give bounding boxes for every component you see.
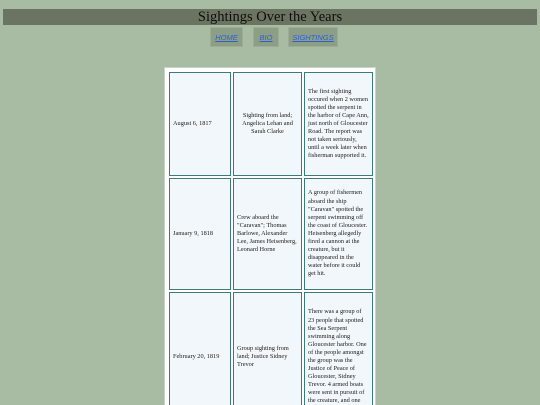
sighting-witnesses: Sighting from land; Angelica Lehan and Sarah Clarke	[233, 72, 302, 176]
sighting-description: There was a group of 23 people that spotted the Sea Serpent swimming along Gloucester harbor. One of the people amongst the group was the Justice of Peace of Gloucester, Sidney Trevor. 4 armed boats were sent in pursuit of the creature, and one	[304, 292, 373, 405]
sightings-table	[167, 70, 375, 405]
sighting-witnesses: Crew aboard the "Caravan"; Thomas Barlowe, Alexander Lee, James Heisenberg, Leonard Horne	[233, 178, 302, 290]
table-row	[169, 292, 373, 405]
table-row	[169, 178, 373, 290]
sighting-date: August 6, 1817	[169, 72, 231, 176]
sighting-description: A group of fishermen aboard the ship "Caravan" spotted the serpent swimming off the coast of Gloucester. Heisenberg allegedly fired a cannon at the creature, but it disappeared in the water before it could get hit.	[304, 178, 373, 290]
main-nav	[0, 27, 540, 49]
nav-home-link[interactable]: HOME	[210, 27, 243, 47]
page-title: Sightings Over the Years	[3, 9, 537, 25]
sighting-description: The first sighting occured when 2 women spotted the serpent in the harbor of Cape Ann, just north of Gloucester Road. The report was not taken seriously, until a week later when fisherman supported it.	[304, 72, 373, 176]
sightings-table-container	[164, 67, 376, 405]
sighting-witnesses: Group sighting from land; Justice Sidney Trevor	[233, 292, 302, 405]
nav-sightings-link[interactable]: SIGHTINGS	[288, 27, 338, 47]
table-row	[169, 72, 373, 176]
nav-bio-link[interactable]: BIO	[253, 27, 279, 47]
sighting-date: February 20, 1819	[169, 292, 231, 405]
sighting-date: January 9, 1818	[169, 178, 231, 290]
